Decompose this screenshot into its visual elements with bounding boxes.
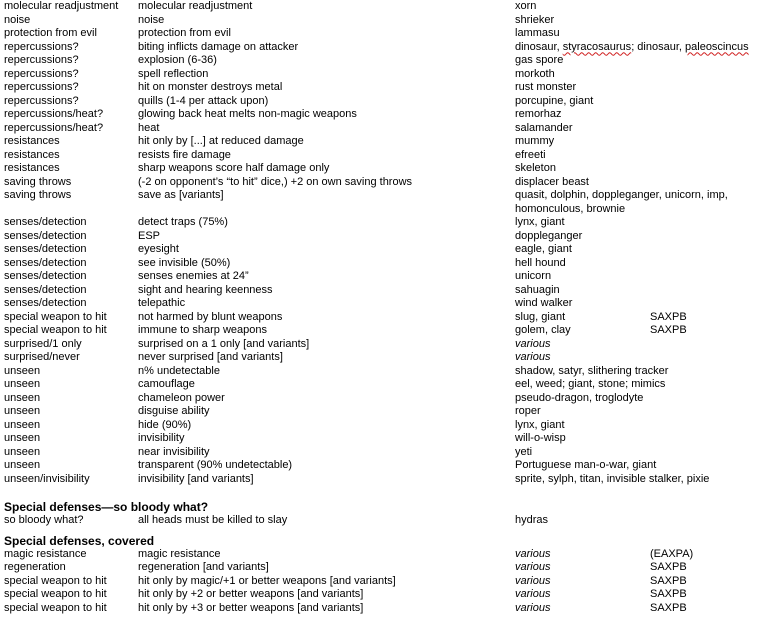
category-cell: special weapon to hit [4,574,107,587]
category-cell: magic resistance [4,547,87,560]
defense-cell: resists fire damage [138,148,231,161]
table-row [4,41,776,55]
category-cell: repercussions/heat? [4,108,104,120]
category-cell: regeneration [4,561,66,573]
monster-cell: sprite, sylph, titan, invisible stalker, pixie [515,472,710,485]
monster-cell: efreeti [515,148,546,161]
defense-cell: heat [138,121,160,134]
table-row [4,351,776,365]
table-row [4,270,776,284]
table-row [4,162,776,176]
category-cell: special weapon to hit [4,601,107,614]
defense-cell: hit only by [...] at reduced damage [138,135,304,147]
monster-cell: rust monster [515,81,577,93]
monster-name-part: styracosaurus [562,40,632,53]
monster-cell: hell hound [515,256,566,269]
monster-cell: lynx, giant [515,216,565,228]
table-row [4,446,776,460]
table-row [4,338,776,352]
table-row [4,54,776,68]
monster-cell: unicorn [515,270,552,282]
category-cell: unseen [4,378,41,390]
monster-cell: Portuguese man-o-war, giant [515,459,657,471]
monster-cell: roper [515,405,541,417]
defense-cell: protection from evil [138,27,231,39]
category-cell: senses/detection [4,256,87,269]
defense-cell: spell reflection [138,67,209,80]
table-row [4,81,776,95]
category-cell: unseen [4,364,41,377]
monster-cell: porcupine, giant [515,94,594,107]
monster-cell: various [515,351,551,363]
monster-cell: golem, clay [515,324,571,336]
category-cell: resistances [4,135,60,147]
defense-cell: (-2 on opponent’s “to hit” dice,) +2 on own saving throws [138,175,413,188]
category-cell: protection from evil [4,27,97,39]
defense-cell: magic resistance [138,547,221,560]
defense-cell: invisibility [and variants] [138,472,254,485]
monster-cell: xorn [515,0,537,12]
category-cell: special weapon to hit [4,324,107,336]
defenses-table-part-2 [4,216,776,486]
table-row [4,216,776,230]
category-cell: repercussions? [4,94,79,107]
monster-cell: various [515,574,551,587]
category-cell: resistances [4,148,60,161]
category-cell: repercussions/heat? [4,121,104,134]
defense-cell: not harmed by blunt weapons [138,310,283,323]
defense-cell: sight and hearing keenness [138,283,273,296]
table-row [4,230,776,244]
table-row [4,122,776,136]
category-cell: senses/detection [4,243,87,255]
defense-cell: telepathic [138,297,186,309]
defense-cell: hit on monster destroys metal [138,81,283,93]
table-row [4,135,776,149]
table-row [4,257,776,271]
source-code-cell: SAXPB [650,588,687,600]
table-row [4,176,776,190]
table-row [4,68,776,82]
source-code-cell: SAXPB [650,601,687,614]
monster-cell: yeti [515,445,533,458]
table-row [4,514,776,528]
defense-cell: quills (1-4 per attack upon) [138,94,269,107]
category-cell: saving throws [4,175,72,188]
category-cell: repercussions? [4,40,79,53]
category-cell: unseen [4,459,41,471]
table-row [4,405,776,419]
table-row [4,365,776,379]
category-cell: surprised/1 only [4,337,82,350]
defense-cell: detect traps (75%) [138,216,228,228]
category-cell: unseen [4,405,41,417]
monster-cell: remorhaz [515,108,562,120]
monster-cell: various [515,337,551,350]
defense-cell: hit only by +3 or better weapons [and variants] [138,601,364,614]
category-cell: noise [4,13,31,26]
monster-cell: lynx, giant [515,418,565,431]
table-row [4,284,776,298]
table-row [4,392,776,406]
section-heading-covered: Special defenses, covered [4,533,155,548]
monster-cell: shadow, satyr, slithering tracker [515,364,669,377]
table-row [4,297,776,311]
monster-cell: eagle, giant [515,243,572,255]
monster-cell: will-o-wisp [515,432,566,444]
table-row [4,14,776,28]
monster-cell: various [515,547,551,560]
monster-name-part: paleoscincus [685,40,749,53]
monster-cell: quasit, dolphin, doppleganger, unicorn, imp, homonculous, brownie [515,189,728,215]
category-cell: senses/detection [4,297,87,309]
defense-cell: explosion (6-36) [138,54,217,66]
table-row [4,0,776,14]
table-row [4,419,776,433]
defense-cell: hit only by magic/+1 or better weapons [and variants] [138,574,396,587]
so-bloody-what-table [4,514,776,528]
defense-cell: invisibility [138,432,185,444]
defense-cell: camouflage [138,378,195,390]
defense-cell: glowing back heat melts non-magic weapons [138,108,357,120]
table-row [4,473,776,487]
category-cell: resistances [4,162,60,174]
defense-cell: save as [variants] [138,189,224,201]
category-cell: special weapon to hit [4,588,107,600]
defense-cell: regeneration [and variants] [138,561,269,573]
source-code-cell: SAXPB [650,310,687,323]
monster-cell: lammasu [515,27,560,39]
defense-cell: molecular readjustment [138,0,253,12]
defense-cell: n% undetectable [138,364,220,377]
defense-cell: transparent (90% undetectable) [138,459,293,471]
monster-cell: displacer beast [515,175,589,188]
source-code-cell: SAXPB [650,574,687,587]
defense-cell: sharp weapons score half damage only [138,162,330,174]
monster-cell: eel, weed; giant, stone; mimics [515,378,666,390]
monster-cell: slug, giant [515,310,566,323]
monster-cell: shrieker [515,13,555,26]
defense-cell: all heads must be killed to slay [138,514,288,526]
monster-cell: hydras [515,514,549,526]
table-row [4,459,776,473]
defense-cell: senses enemies at 24” [138,270,249,282]
monster-cell: salamander [515,121,573,134]
table-row [4,602,776,616]
table-row [4,575,776,589]
category-cell: so bloody what? [4,514,84,526]
source-code-cell: SAXPB [650,561,687,573]
category-cell: saving throws [4,189,72,201]
defense-cell: never surprised [and variants] [138,351,283,363]
monster-cell [515,41,749,55]
table-row [4,243,776,257]
defense-cell: noise [138,13,165,26]
table-row [4,95,776,109]
table-row [4,189,776,216]
category-cell: repercussions? [4,67,79,80]
table-row [4,588,776,602]
source-code-cell: (EAXPA) [650,547,694,560]
monster-cell: morkoth [515,67,555,80]
category-cell: unseen [4,432,41,444]
category-cell: special weapon to hit [4,310,107,323]
monster-name-part: ; dinosaur, [631,40,686,53]
monster-cell: skeleton [515,162,556,174]
defense-cell: near invisibility [138,445,210,458]
monster-cell: pseudo-dragon, troglodyte [515,391,644,404]
defense-cell: disguise ability [138,405,210,417]
category-cell: repercussions? [4,54,79,66]
monster-cell: gas spore [515,54,564,66]
monster-cell: various [515,601,551,614]
category-cell: unseen [4,391,41,404]
covered-table [4,548,776,616]
document-page [4,0,776,615]
table-row [4,432,776,446]
monster-cell: various [515,588,551,600]
category-cell: senses/detection [4,270,87,282]
section-heading-so-bloody-what: Special defenses—so bloody what? [4,500,209,514]
table-row [4,324,776,338]
monster-cell: mummy [515,135,555,147]
monster-cell: sahuagin [515,283,560,296]
monster-cell: wind walker [515,297,573,309]
defense-cell: eyesight [138,243,179,255]
table-row [4,378,776,392]
defense-cell: surprised on a 1 only [and variants] [138,337,310,350]
monster-cell: various [515,561,551,573]
defense-cell: immune to sharp weapons [138,324,268,336]
category-cell: molecular readjustment [4,0,119,12]
table-row [4,108,776,122]
defense-cell: see invisible (50%) [138,256,231,269]
table-row [4,561,776,575]
monster-name-part: dinosaur, [515,40,563,53]
category-cell: unseen [4,418,41,431]
defense-cell: chameleon power [138,391,225,404]
defense-cell: hide (90%) [138,418,192,431]
defense-cell: biting inflicts damage on attacker [138,40,299,53]
table-row [4,27,776,41]
category-cell: repercussions? [4,81,79,93]
category-cell: surprised/never [4,351,80,363]
defense-cell: ESP [138,229,161,242]
monster-cell: doppleganger [515,229,583,242]
category-cell: senses/detection [4,216,87,228]
source-code-cell: SAXPB [650,324,687,336]
table-row [4,311,776,325]
category-cell: senses/detection [4,283,87,296]
table-row [4,548,776,562]
category-cell: senses/detection [4,229,87,242]
defense-cell: hit only by +2 or better weapons [and variants] [138,588,364,600]
defenses-table-part-1 [4,0,776,189]
category-cell: unseen [4,445,41,458]
table-row [4,149,776,163]
category-cell: unseen/invisibility [4,472,90,485]
